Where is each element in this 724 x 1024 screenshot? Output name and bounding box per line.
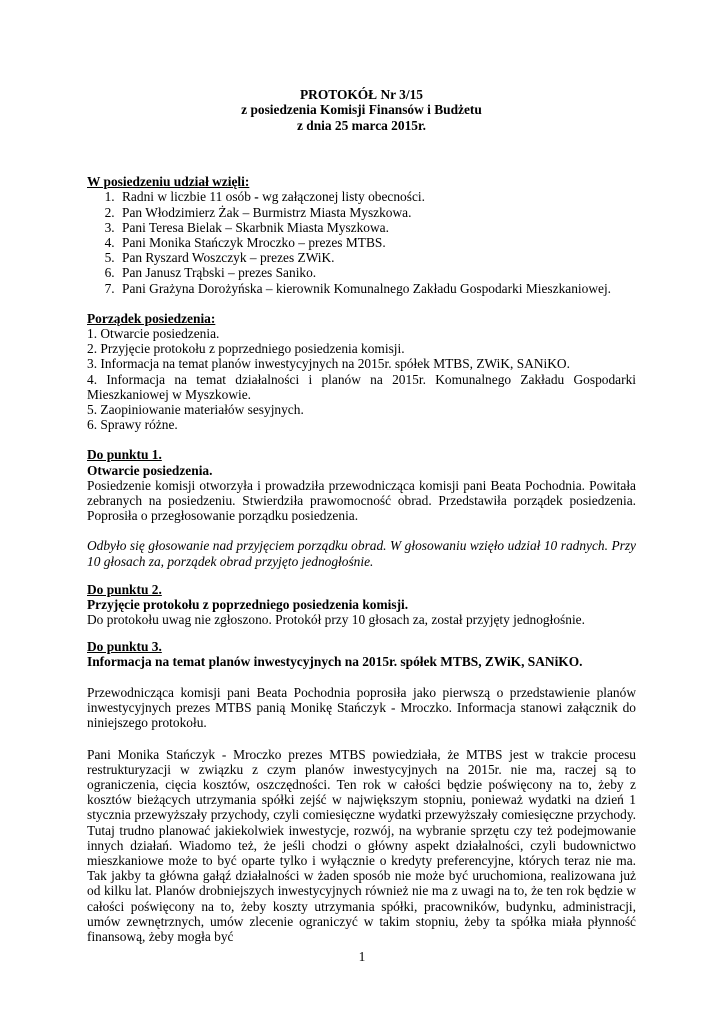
agenda-item-4: 4. Informacja na temat działalności i planów na 2015r. Komunalnego Zakładu Gospodarki Mieszkaniowej w Myszkowie. — [87, 371, 636, 402]
attendee-text: Pani Teresa Bielak – Skarbnik Miasta Myszkowa. — [122, 219, 389, 235]
attendee-text: Pan Janusz Trąbski – prezes Saniko. — [122, 265, 317, 281]
attendance-section — [87, 174, 636, 296]
point-3-paragraph-2: Pani Monika Stańczyk - Mroczko prezes MTBS powiedziała, że MTBS jest w trakcie procesu restrukturyzacji w związku z czym planów inwestycyjnych na 2015r. nie ma, raczej są to ograniczenia, cięcia kosztów, oszczędności. Ten rok w całości będzie poświęcony na to, żeby z kosztów bieżących utrzymania spółki zejść w największym stopniu, ponieważ wydatki na dzień 1 stycznia przewyższały przychody, czyli comiesięczne wydatki przewyższały comiesięczne przychody. Tutaj trudno planować jakiekolwiek inwestycje, rozwój, na wybranie sprzętu czy też podejmowanie innych działań. Wiadomo też, że jeśli chodzi o główny aspekt działalności, czyli budownictwo mieszkaniowe może to być oparte tylko i wyłącznie o kredyty preferencyjne, których teraz nie ma. Tak jakby ta główna gałąź działalności w żaden sposób nie może być uruchomiona, realizowana już od kilku lat. Planów drobniejszych inwestycyjnych również nie ma z uwagi na to, że ten rok będzie w całości poświęcony na to, żeby koszty utrzymania spółki, pracowników, budynku, administracji, umów zewnętrznych, umów zlecenie ograniczyć w takim stopniu, żeby ta spółka miała płynność finansową, żeby mogła być — [87, 746, 636, 944]
point-1-vote: Odbyło się głosowanie nad przyjęciem porządku obrad. W głosowaniu wzięło udział 10 radnych. Przy 10 głosach za, porządek obrad przyjęto jednogłośnie. — [87, 538, 636, 569]
attendee-item — [118, 205, 636, 220]
attendee-item — [118, 281, 636, 296]
document-page — [87, 87, 636, 944]
attendee-item — [118, 250, 636, 265]
protocol-title: PROTOKÓŁ Nr 3/15 — [299, 87, 423, 102]
agenda-item-2: 2. Przyjęcie protokołu z poprzedniego posiedzenia komisji. — [87, 341, 405, 357]
point-2-text: Do protokołu uwag nie zgłoszono. Protokół przy 10 głosach za, został przyjęty jednogłośnie. — [87, 612, 585, 628]
agenda-item-1: 1. Otwarcie posiedzenia. — [87, 326, 220, 342]
attendee-item — [118, 220, 636, 235]
attendee-text-tail: wg załączonej listy obecności. — [258, 189, 425, 205]
point-2-subheading: Przyjęcie protokołu z poprzedniego posiedzenia komisji. — [87, 597, 409, 613]
attendance-list — [87, 189, 636, 295]
agenda-section — [87, 311, 636, 433]
point-2-heading: Do punktu 2. — [87, 581, 162, 597]
point-1-subheading: Otwarcie posiedzenia. — [87, 462, 213, 478]
agenda-title: Porządek posiedzenia: — [87, 310, 216, 326]
attendee-item — [118, 235, 636, 250]
point-3-paragraph-1: Przewodnicząca komisji pani Beata Pochodnia poprosiła jako pierwszą o przedstawienie planów inwestycyjnych prezes MTBS panią Monikę Stańczyk - Mroczko. Informacja stanowi załącznik do niniejszego protokołu. — [87, 684, 636, 731]
attendee-text: Pan Włodzimierz Żak – Burmistrz Miasta Myszkowa. — [122, 204, 412, 220]
attendee-text: Radni w liczbie 11 osób — [122, 189, 255, 205]
point-1-heading: Do punktu 1. — [87, 447, 162, 463]
point-3-subheading: Informacja na temat planów inwestycyjnych na 2015r. spółek MTBS, ZWiK, SANiKO. — [87, 653, 583, 669]
point-1-text: Posiedzenie komisji otworzyła i prowadziła przewodnicząca komisji pani Beata Pochodnia. Powitała zebranych na posiedzeniu. Stwierdziła prawomocność obrad. Przedstawiła porządek posiedzenia. Poprosiła o przegłosowanie porządku posiedzenia. — [87, 477, 636, 524]
protocol-date: z dnia 25 marca 2015r. — [296, 117, 427, 133]
attendee-dash: - — [254, 189, 259, 205]
protocol-subtitle: z posiedzenia Komisji Finansów i Budżetu — [241, 102, 482, 118]
point-3-section — [87, 639, 636, 945]
attendee-text: Pan Ryszard Woszczyk – prezes ZWiK. — [122, 250, 335, 266]
attendee-item — [118, 265, 636, 280]
attendee-text: Pani Monika Stańczyk Mroczko – prezes MTBS. — [122, 235, 386, 251]
attendance-title: W posiedzeniu udział wzięli: — [87, 174, 250, 190]
attendee-text: Pani Grażyna Dorożyńska – kierownik Komunalnego Zakładu Gospodarki Mieszkaniowej. — [122, 280, 612, 296]
point-3-heading: Do punktu 3. — [87, 638, 162, 654]
point-2-section — [87, 582, 636, 628]
agenda-item-5: 5. Zaopiniowanie materiałów sesyjnych. — [87, 402, 304, 418]
attendee-item — [118, 189, 636, 204]
agenda-item-6: 6. Sprawy różne. — [87, 417, 178, 433]
agenda-item-3: 3. Informacja na temat planów inwestycyjnych na 2015r. spółek MTBS, ZWiK, SANiKO. — [87, 356, 570, 372]
point-1-section — [87, 447, 636, 568]
page-number: 1 — [358, 949, 366, 964]
document-header — [87, 87, 636, 133]
